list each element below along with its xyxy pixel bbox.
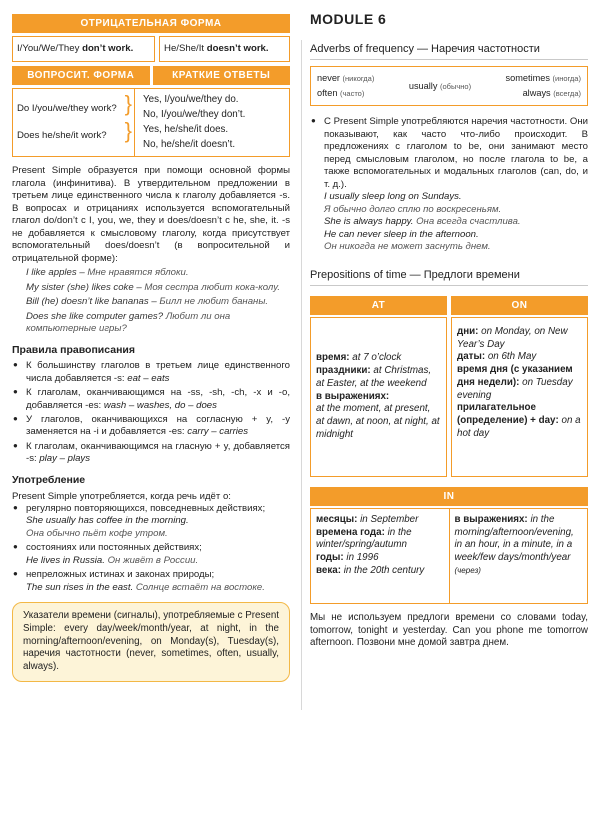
short-answers — [135, 89, 289, 156]
adverbs-note: ● С Present Simple употребляются наречия частотности. Они показывают, как часто что-либо происходит. В предложениях с глаголом to be, они занимают место перед смысловым глаголом, но после глагола to be, а также вспомогательных и модальных глаголов (can, do, и т. д.). I usually sleep long on Sundays. Я обычно долго сплю по воскресеньям. She is always happy. Она всегда счастлива. He can never sleep in the afternoon. Он никогда не может заснуть днем. — [310, 116, 588, 253]
spelling-rule: ● К глаголам, оканчивающимся на гласную + y, добавляется -s: play – plays — [12, 441, 290, 466]
question-singular: Does he/she/it work? } — [17, 118, 132, 144]
freq-right — [506, 73, 581, 100]
usage-item: ● непреложных истинах и законах природы; The sun rises in the east. Солнце встаёт на востоке. — [12, 569, 290, 594]
short-answers-title: КРАТКИЕ ОТВЕТЫ — [153, 66, 291, 85]
spelling-title: Правила правописания — [12, 343, 135, 356]
brace-icon: } — [124, 118, 132, 144]
intro-text: Present Simple образуется при помощи основной формы глагола (инфинитива). В утвердительном предложении в третьем лице единственного числа к глаголу добавляется -s. В вопросах и отрицаниях используется вспомогательный глагол do/don’t с I, you, we, they и does/doesn’t с he, she, it. -s не добавляется к смысловому глаголу, когда присутствует вспомогательный does/doesn’t (в вопросительной и отрицательной форме): — [12, 165, 290, 264]
answer-item: No, I/you/we/they don’t. — [143, 109, 246, 121]
answer-item: No, he/she/it doesn’t. — [143, 138, 236, 150]
prep-at-on-boxes — [310, 317, 588, 477]
prep-on-box: дни: on Monday, on New Year’s Day даты: on 6th May время дня (с указанием дня недели): on Tuesday evening прилагательное (определение) + day: on a hot day — [451, 317, 588, 477]
prep-in-box — [310, 508, 588, 604]
usage-intro: Present Simple употребляется, когда речь идёт о: — [12, 490, 231, 502]
usage-item: ● состояниях или постоянных действиях; He lives in Russia. Он живёт в России. — [12, 542, 290, 567]
answer-item: Yes, I/you/we/they do. — [143, 94, 239, 106]
prepositions-title: Prepositions of time — Предлоги времени — [310, 268, 588, 286]
prep-headers — [310, 296, 588, 315]
adverbs-title: Adverbs of frequency — Наречия частотности — [310, 42, 588, 60]
usage-list — [12, 503, 290, 594]
intro-example: I like apples – Мне нравятся яблоки. — [26, 267, 189, 279]
usage-title: Употребление — [12, 473, 86, 486]
negative-singular-box: He/She/It doesn’t work. — [159, 36, 290, 62]
brace-icon: } — [124, 90, 132, 116]
freq-usually: usually (обычно) — [408, 80, 472, 91]
negative-form-boxes — [12, 36, 290, 62]
question-form-box — [12, 88, 290, 157]
right-column — [310, 10, 588, 650]
intro-example: Bill (he) doesn’t like bananas – Билл не любит бананы. — [26, 296, 269, 308]
freq-sometimes: sometimes (иногда) — [505, 73, 581, 84]
adverbs-note-list — [310, 116, 588, 253]
freq-never: never (никогда) — [317, 73, 375, 84]
spelling-rule: ● К глаголам, оканчивающимся на -ss, -sh, -ch, -x и -o, добавляется -es: wash – washes, do – does — [12, 387, 290, 412]
question-form-title: ВОПРОСИТ. ФОРМА — [12, 66, 150, 85]
intro-example: My sister (she) likes coke – Моя сестра любит кока-колу. — [26, 281, 281, 293]
spelling-rule: ● У глаголов, оканчивающихся на согласную + y, -y заменяется на -i и добавляется -es: carry – carries — [12, 414, 290, 439]
frequency-scale — [310, 66, 588, 106]
prep-in-right: в выражениях: in the morning/afternoon/evening, in an hour, in a minute, in a week/few days/month/year (через) — [454, 513, 574, 575]
questions — [13, 89, 135, 156]
usage-item: ● регулярно повторяющихся, повседневных действиях; She usually has coffee in the morning. Она обычно пьёт кофе утром. — [12, 503, 290, 540]
module-title: MODULE 6 — [310, 11, 387, 27]
prep-in-header: IN — [310, 487, 588, 506]
freq-often: often (часто) — [317, 87, 365, 98]
freq-left — [317, 73, 374, 100]
prep-at-box: время: at 7 o’clock праздники: at Christmas, at Easter, at the weekend в выражениях: at the moment, at present, at dawn, at noon, at night, at midnight — [310, 317, 447, 477]
question-plural: Do I/you/we/they work? } — [17, 90, 132, 116]
freq-always: always (всегда) — [522, 87, 581, 98]
column-divider — [301, 40, 302, 710]
prep-on-header: ON — [451, 296, 588, 315]
answer-item: Yes, he/she/it does. — [143, 123, 229, 135]
prepositions-footnote: Мы не используем предлоги времени со словами today, tomorrow, tonight и yesterday. Can you phone me tomorrow afternoon. Позвони мне домой завтра днем. — [310, 611, 588, 649]
intro-example: Does she like computer games? Любит ли она компьютерные игры? — [26, 310, 231, 335]
time-signals-box: Указатели времени (сигналы), употребляемые с Present Simple: every day/week/month/year, at night, in the morning/afternoon/evening, on Monday(s), Tuesday(s), наречия частотности (never, sometimes, often, usually, always). — [12, 602, 290, 682]
spelling-rules — [12, 360, 290, 466]
negative-form-title: ОТРИЦАТЕЛЬНАЯ ФОРМА — [12, 14, 290, 33]
prep-at-header: AT — [310, 296, 447, 315]
left-column — [12, 14, 290, 682]
question-titles — [12, 66, 290, 85]
spelling-rule: ● К большинству глаголов в третьем лице единственного числа добавляется -s: eat – eats — [12, 360, 290, 385]
prep-in-left: месяцы: in September времена года: in the winter/spring/autumn годы: in 1996 века: in the 20th century — [311, 509, 450, 603]
negative-plural-box: I/You/We/They don’t work. — [12, 36, 155, 62]
